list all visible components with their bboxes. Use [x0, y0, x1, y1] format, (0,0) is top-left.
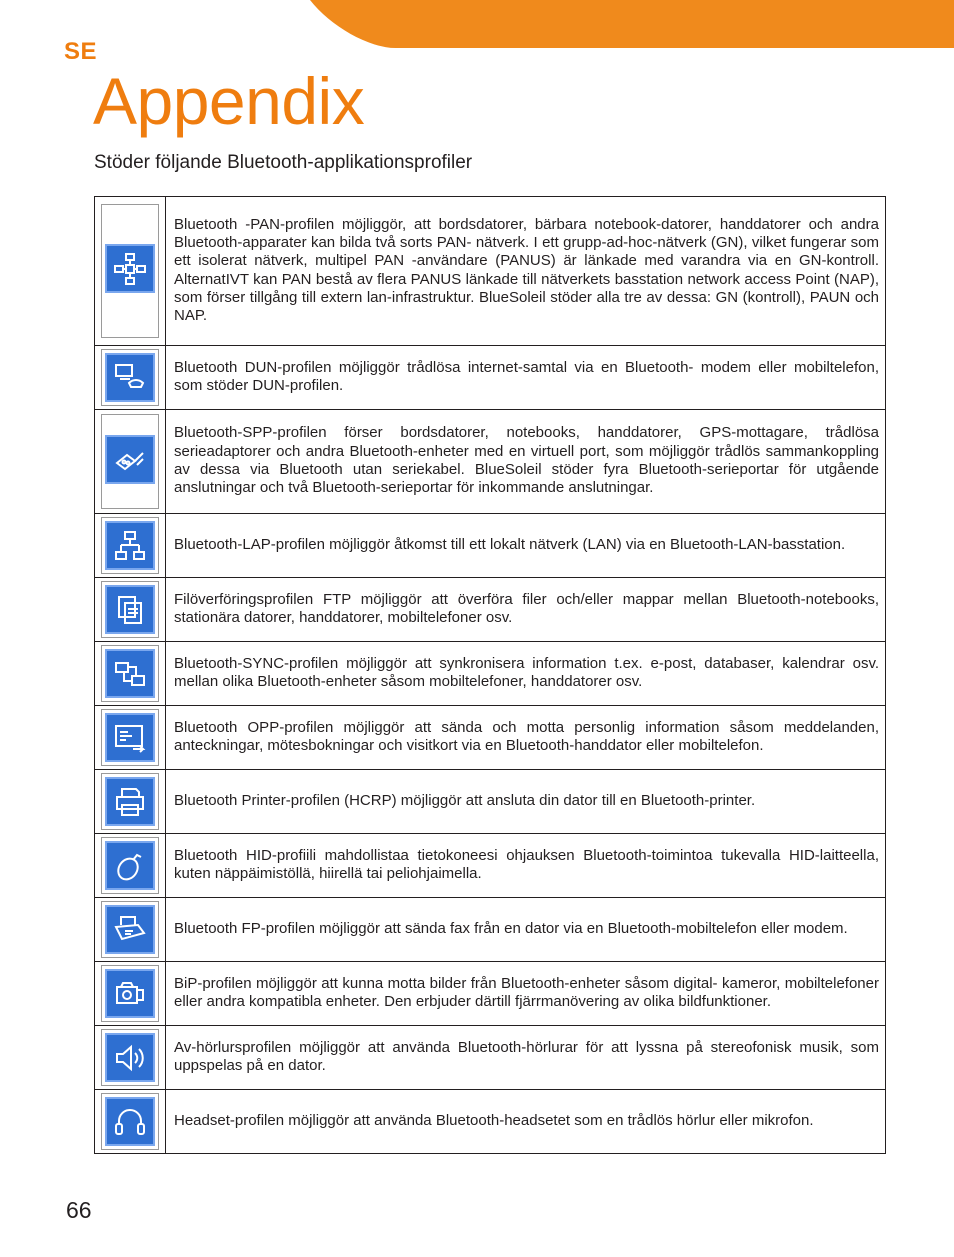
serial-port-icon [105, 435, 155, 484]
page-title: Appendix [93, 64, 365, 138]
mouse-icon [105, 841, 155, 890]
section-subtitle: Stöder följande Bluetooth-applikationsprofiler [94, 152, 473, 173]
dialup-network-icon [105, 353, 155, 402]
profile-row-pan [95, 197, 886, 346]
page-number: 66 [66, 1197, 92, 1223]
sync-icon [105, 649, 155, 698]
camera-icon [105, 969, 155, 1018]
profile-row-fp [95, 898, 886, 962]
profile-row-headset [95, 1090, 886, 1154]
object-push-icon [105, 713, 155, 762]
profile-row-hid [95, 834, 886, 898]
header-orange-tab [310, 0, 954, 48]
profile-description: Filöverföringsprofilen FTP möjliggör att överföra filer och/eller mappar mellan Bluetooth-notebooks, stationära datorer, handdatorer, mobiltelefoner osv. [166, 578, 886, 642]
language-code: SE [64, 38, 98, 65]
profile-description: BiP-profilen möjliggör att kunna motta bilder från Bluetooth-enheter såsom digital- kameror, mobiltelefoner eller andra kompatibla enheter. Den erbjuder därtill fjärrmanövering av olika bildfunktioner. [166, 962, 886, 1026]
fax-icon [105, 905, 155, 954]
profile-description: Bluetooth-SYNC-profilen möjliggör att synkronisera information t.ex. e-post, databaser, kalendrar osv. mellan olika Bluetooth-enheter såsom mobiltelefoner, handdatorer osv. [166, 642, 886, 706]
printer-icon [105, 777, 155, 826]
file-transfer-icon [105, 585, 155, 634]
profile-description: Bluetooth -PAN-profilen möjliggör, att bordsdatorer, bärbara notebook-datorer, handdatorer och andra Bluetooth-apparater kan bilda två sorts PAN- nätverk. I ett grupp-ad-hoc-nätverk (GN), vilket fungerar som ett isolerat nätverk, multipel PAN -användare (PANUS) är länkade med varandra via en GN-kontroll. AlternatIVT kan PAN bestå av flera PANUS länkade till nätverkets basstation network access Point (NAP), som förser tillgång till extern lan-infrastruktur. BlueSoleil stöder alla tre av dessa: GN (kontroll), PAUN och NAP. [166, 197, 886, 346]
profile-row-bip [95, 962, 886, 1026]
profile-description: Av-hörlursprofilen möjliggör att använda Bluetooth-hörlurar för att lyssna på stereofonisk musik, som uppspelas på en dator. [166, 1026, 886, 1090]
profile-row-av [95, 1026, 886, 1090]
speaker-icon [105, 1033, 155, 1082]
lan-access-icon [105, 521, 155, 570]
profile-description: Bluetooth OPP-profilen möjliggör att sända och motta personlig information såsom meddelanden, anteckningar, mötesbokningar och visitkort via en Bluetooth-handdator eller mobiltelefon. [166, 706, 886, 770]
profile-row-dun [95, 346, 886, 410]
profile-description: Bluetooth DUN-profilen möjliggör trådlösa internet-samtal via en Bluetooth- modem eller mobiltelefon, som stöder DUN-profilen. [166, 346, 886, 410]
profile-row-ftp [95, 578, 886, 642]
headset-icon [105, 1097, 155, 1146]
profile-row-spp [95, 410, 886, 514]
profile-description: Bluetooth-LAP-profilen möjliggör åtkomst till ett lokalt nätverk (LAN) via en Bluetooth-LAN-basstation. [166, 514, 886, 578]
profile-row-opp [95, 706, 886, 770]
profile-description: Bluetooth FP-profilen möjliggör att sända fax från en dator via en Bluetooth-mobiltelefon eller modem. [166, 898, 886, 962]
profile-description: Bluetooth HID-profiili mahdollistaa tietokoneesi ohjauksen Bluetooth-toimintoa tukevalla HID-laitteella, kuten näppäimistöllä, hiirellä tai peliohjaimella. [166, 834, 886, 898]
profile-row-sync [95, 642, 886, 706]
profile-description: Bluetooth-SPP-profilen förser bordsdatorer, notebooks, handdatorer, GPS-mottagare, trådlösa serieadaptorer och andra Bluetooth-enheter med en virtuell port, som möjliggör trådlös sammankoppling av dessa via Bluetooth utan seriekabel. BlueSoleil stöder fyra Bluetooth-serieportar för utgående anslutningar och två Bluetooth-serieportar för inkommande anslutningar. [166, 410, 886, 514]
profile-row-hcrp [95, 770, 886, 834]
profiles-table [94, 196, 886, 1154]
profile-description: Bluetooth Printer-profilen (HCRP) möjliggör att ansluta din dator till en Bluetooth-printer. [166, 770, 886, 834]
profile-row-lap [95, 514, 886, 578]
pan-network-icon [105, 244, 155, 293]
profile-description: Headset-profilen möjliggör att använda Bluetooth-headsetet som en trådlös hörlur eller mikrofon. [166, 1090, 886, 1154]
